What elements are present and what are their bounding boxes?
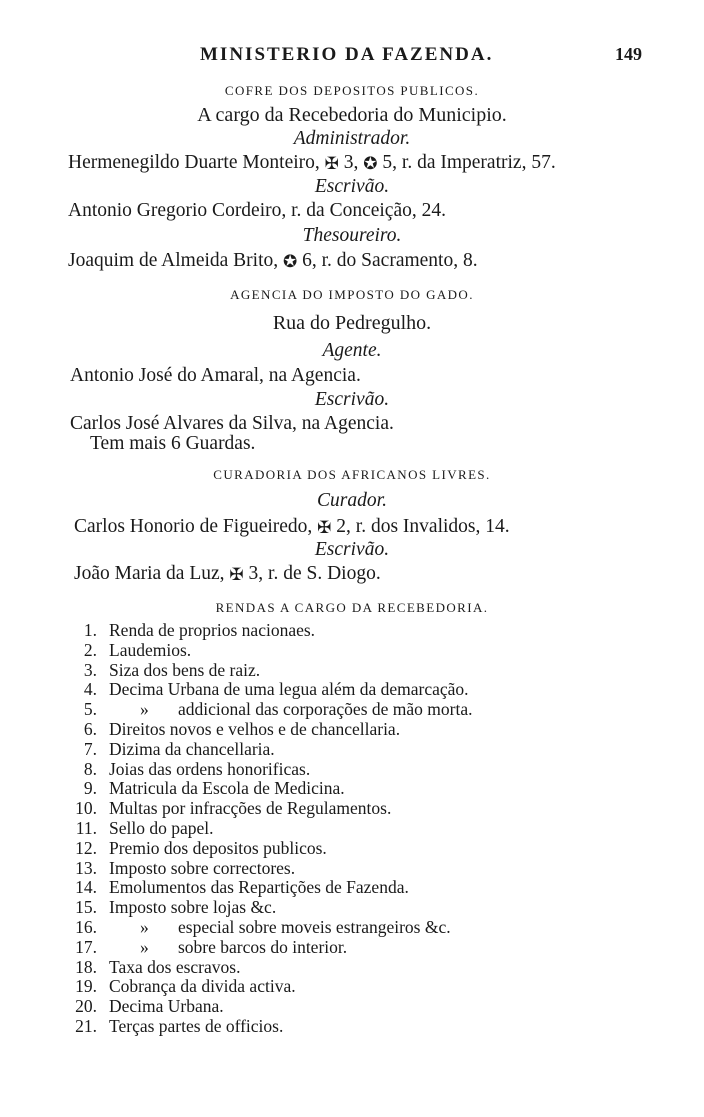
rose-order-icon: ✪: [283, 252, 298, 271]
ditto-mark: »: [140, 936, 149, 957]
list-item-text: Siza dos bens de raiz.: [109, 659, 261, 680]
escrivao-entry: Antonio Gregorio Cordeiro, r. da Conceição, 24.: [68, 200, 446, 221]
list-item-text: Imposto sobre lojas &c.: [109, 897, 277, 918]
list-item: [0, 977, 704, 997]
escrivao-label: Escrivão.: [314, 176, 390, 197]
list-item: [0, 799, 704, 819]
list-item-text: Terças partes de officios.: [109, 1015, 284, 1036]
thesoureiro-name: Joaquim de Almeida Brito,: [68, 250, 279, 271]
running-title: MINISTERIO DA FAZENDA.: [200, 44, 494, 65]
list-item-text: Joias das ordens honorificas.: [109, 758, 311, 779]
list-item-number: 19.: [75, 976, 97, 997]
ditto-mark: »: [140, 916, 149, 937]
list-item-label: especial sobre moveis estrangeiros &c.: [178, 916, 451, 937]
guards-note: Tem mais 6 Guardas.: [90, 433, 256, 454]
rendas-list: [0, 621, 704, 1037]
thesoureiro-order: 6,: [302, 250, 317, 271]
list-item-number: 10.: [75, 798, 97, 819]
list-item: [0, 859, 704, 879]
list-item-text: [140, 938, 347, 958]
list-item-number: 16.: [75, 916, 97, 937]
list-item-text: Direitos novos e velhos e de chancellaria.: [109, 718, 401, 739]
curadoria-escrivao-address: r. de S. Diogo.: [268, 563, 381, 584]
list-item-number: 20.: [75, 996, 97, 1017]
curador-name: Carlos Honorio de Figueiredo,: [74, 516, 313, 537]
list-item-text: Emolumentos das Repartições de Fazenda.: [109, 877, 409, 898]
list-item: [0, 839, 704, 859]
section-heading-cofre: COFRE DOS DEPOSITOS PUBLICOS.: [224, 83, 480, 98]
thesoureiro-label: Thesoureiro.: [302, 225, 402, 246]
cross-order-icon: ✠: [317, 518, 332, 537]
list-item-text: Cobrança da divida activa.: [109, 976, 296, 997]
administrador-order-2: 5,: [382, 152, 398, 173]
list-item-text: Multas por infracções de Regulamentos.: [109, 798, 392, 819]
curadoria-escrivao-name: João Maria da Luz,: [74, 563, 225, 584]
list-item-number: 9.: [83, 778, 97, 799]
list-item-number: 1.: [83, 620, 97, 640]
list-item-text: Imposto sobre correctores.: [109, 857, 296, 878]
section-heading-rendas: RENDAS A CARGO DA RECEBEDORIA.: [215, 600, 489, 615]
list-item-text: Laudemios.: [109, 639, 192, 660]
agente-entry: Antonio José do Amaral, na Agencia.: [70, 365, 361, 386]
curador-order: 2,: [336, 516, 351, 537]
list-item: [0, 621, 704, 641]
list-item: [0, 720, 704, 740]
list-item-text: [140, 918, 451, 938]
list-item-label: sobre barcos do interior.: [178, 936, 348, 957]
list-item-text: Premio dos depositos publicos.: [109, 837, 327, 858]
cross-order-icon: ✠: [324, 154, 339, 173]
list-item-text: Dizima da chancellaria.: [109, 738, 275, 759]
list-item: [0, 779, 704, 799]
list-item-text: Decima Urbana de uma legua além da demarcação.: [109, 679, 469, 700]
list-item-number: 4.: [83, 679, 97, 700]
list-item-number: 12.: [75, 837, 97, 858]
list-item-number: 11.: [75, 817, 97, 838]
list-item: [0, 898, 704, 918]
page-number: 149: [615, 44, 642, 64]
running-head: [0, 44, 704, 72]
list-item-number: 6.: [83, 718, 97, 739]
list-item: [0, 819, 704, 839]
administrador-address: r. da Imperatriz, 57.: [401, 152, 556, 173]
rose-order-icon: ✪: [363, 154, 378, 173]
list-item-text: Sello do papel.: [109, 817, 214, 838]
list-item: [0, 641, 704, 661]
administrador-order-1: 3,: [343, 152, 359, 173]
list-item-number: 17.: [75, 936, 97, 957]
list-item: [0, 938, 704, 958]
thesoureiro-entry: [68, 250, 704, 272]
ditto-mark: »: [140, 699, 149, 720]
curadoria-escrivao-label: Escrivão.: [314, 539, 390, 560]
list-item: [0, 680, 704, 700]
agencia-escrivao-label: Escrivão.: [314, 389, 390, 410]
agencia-escrivao-entry: Carlos José Alvares da Silva, na Agencia.: [70, 413, 394, 434]
list-item: [0, 760, 704, 780]
list-item-number: 3.: [83, 659, 97, 680]
cross-order-icon: ✠: [229, 565, 244, 584]
curador-address: r. dos Invalidos, 14.: [355, 516, 510, 537]
curadoria-escrivao-entry: [74, 563, 704, 585]
list-item-number: 8.: [83, 758, 97, 779]
thesoureiro-address: r. do Sacramento, 8.: [321, 250, 478, 271]
section-heading-agencia: AGENCIA DO IMPOSTO DO GADO.: [230, 287, 474, 302]
list-item-number: 2.: [83, 639, 97, 660]
list-item-text: Renda de proprios nacionaes.: [109, 620, 316, 640]
list-item-number: 15.: [75, 897, 97, 918]
list-item: [0, 918, 704, 938]
list-item-number: 5.: [83, 699, 97, 720]
list-item: [0, 878, 704, 898]
list-item-text: Decima Urbana.: [109, 996, 224, 1017]
list-item-number: 7.: [83, 738, 97, 759]
list-item: [0, 1017, 704, 1037]
agencia-subheading: Rua do Pedregulho.: [272, 312, 432, 334]
curadoria-escrivao-order: 3,: [248, 563, 264, 584]
section-heading-curadoria: CURADORIA DOS AFRICANOS LIVRES.: [213, 467, 491, 482]
list-item-number: 18.: [75, 956, 97, 977]
administrador-name: Hermenegildo Duarte Monteiro,: [68, 152, 320, 173]
list-item-number: 13.: [75, 857, 97, 878]
administrador-label: Administrador.: [293, 128, 411, 149]
curador-label: Curador.: [317, 490, 387, 511]
list-item-text: Taxa dos escravos.: [109, 956, 241, 977]
agente-label: Agente.: [322, 340, 382, 361]
list-item-label: addicional das corporações de mão morta.: [178, 699, 473, 720]
administrador-entry: [68, 152, 704, 174]
list-item-number: 21.: [75, 1015, 97, 1036]
list-item: [0, 661, 704, 681]
list-item-text: Matricula da Escola de Medicina.: [109, 778, 345, 799]
cofre-subheading: A cargo da Recebedoria do Municipio.: [197, 104, 507, 126]
curador-entry: [74, 516, 704, 538]
list-item-number: 14.: [75, 877, 97, 898]
list-item-text: [140, 700, 472, 720]
list-item: [0, 958, 704, 978]
list-item: [0, 997, 704, 1017]
list-item: [0, 740, 704, 760]
list-item: [0, 700, 704, 720]
